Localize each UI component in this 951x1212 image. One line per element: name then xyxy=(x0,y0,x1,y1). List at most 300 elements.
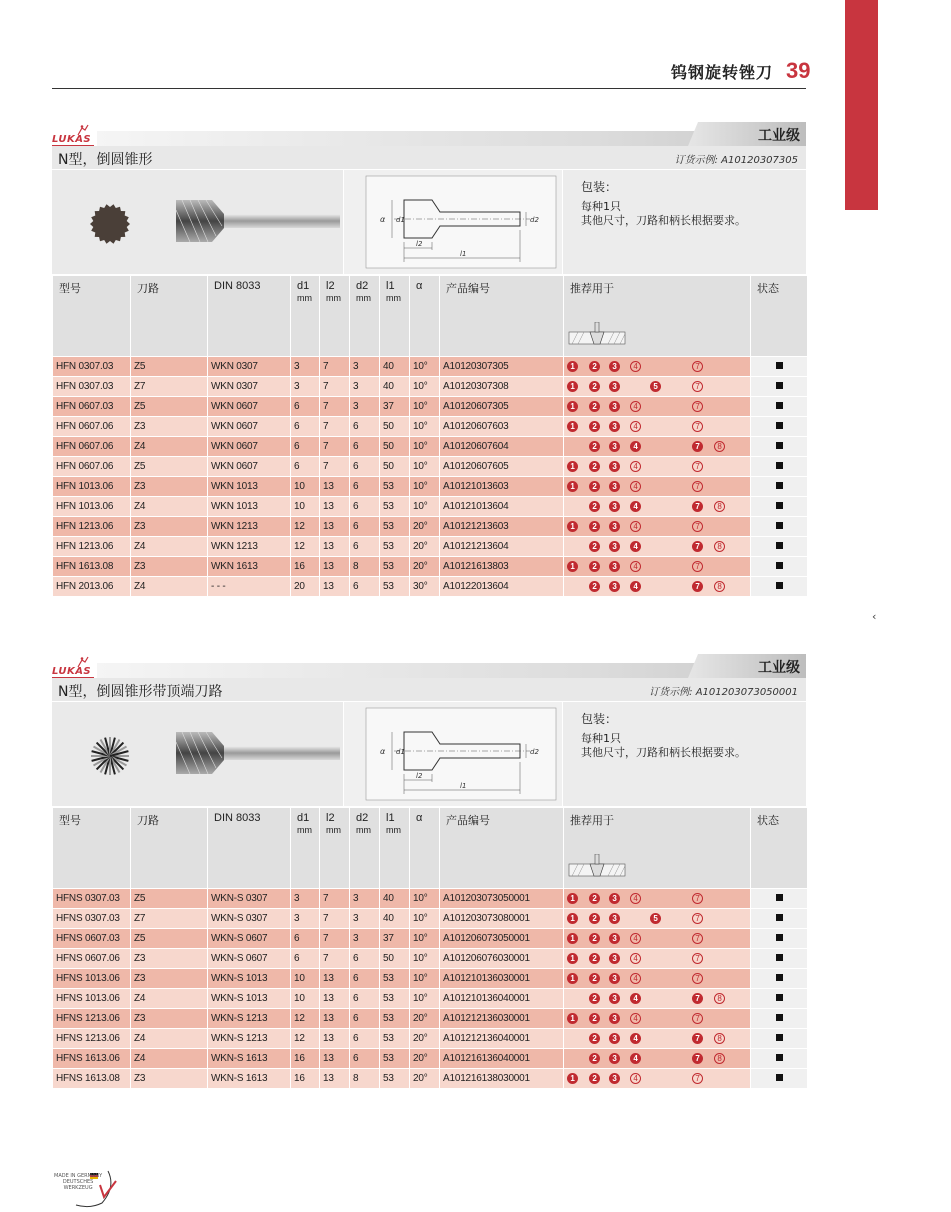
material-7-icon: 7 xyxy=(692,1033,703,1044)
cell-l2: 13 xyxy=(320,556,349,576)
svg-text:α: α xyxy=(380,747,386,756)
cell-l2: 13 xyxy=(320,1008,349,1028)
material-4-icon: 4 xyxy=(630,1073,641,1084)
cell-din: WKN 1213 xyxy=(208,516,290,536)
cell-din: WKN 1013 xyxy=(208,496,290,516)
svg-text:α: α xyxy=(380,215,386,224)
table-row xyxy=(53,1068,807,1088)
cell-code: A10121213604 xyxy=(440,536,563,556)
cell-l1: 53 xyxy=(380,968,409,988)
cell-recommended xyxy=(564,456,750,476)
cell-din: WKN 1613 xyxy=(208,556,290,576)
cell-recommended xyxy=(564,436,750,456)
material-1-icon: 1 xyxy=(567,953,578,964)
material-3-icon: 3 xyxy=(609,521,620,532)
status-available-icon xyxy=(776,382,783,389)
cell-l1: 53 xyxy=(380,496,409,516)
col-l2: l2 mm xyxy=(320,806,349,888)
material-1-icon: 1 xyxy=(567,561,578,572)
table-row xyxy=(53,436,807,456)
status-available-icon xyxy=(776,522,783,529)
cell-d1: 10 xyxy=(291,988,319,1008)
material-7-icon: 7 xyxy=(692,581,703,592)
table-row xyxy=(53,1048,807,1068)
cell-l1: 53 xyxy=(380,556,409,576)
cell-din: - - - xyxy=(208,576,290,596)
logo-figure-icon xyxy=(76,124,90,136)
material-1-icon: 1 xyxy=(567,481,578,492)
cell-type: HFNS 0307.03 xyxy=(53,908,130,928)
table-row xyxy=(53,556,807,576)
material-2-icon: 2 xyxy=(589,501,600,512)
col-din: DIN 8033 xyxy=(208,806,290,888)
status-available-icon xyxy=(776,1034,783,1041)
col-l1: l1 mm xyxy=(380,806,409,888)
cell-cut: Z3 xyxy=(131,416,207,436)
cell-d2: 6 xyxy=(350,1008,379,1028)
cell-type: HFN 0307.03 xyxy=(53,376,130,396)
logo-wordmark: LUKAS xyxy=(52,134,92,145)
cell-code: A10120607605 xyxy=(440,456,563,476)
cell-d2: 3 xyxy=(350,396,379,416)
material-8-icon: 8 xyxy=(714,581,725,592)
cell-d2: 6 xyxy=(350,1048,379,1068)
packaging-title: 包装： xyxy=(581,180,618,194)
material-2-icon: 2 xyxy=(589,953,600,964)
material-7-icon: 7 xyxy=(692,973,703,984)
cell-cut: Z5 xyxy=(131,356,207,376)
cell-status xyxy=(751,516,807,536)
packaging-line-2: 其他尺寸，刀路和柄长根据要求。 xyxy=(581,214,746,227)
material-1-icon: 1 xyxy=(567,361,578,372)
col-recommended: 推荐用于 xyxy=(564,274,750,356)
logo-figure-icon xyxy=(76,656,90,668)
material-4-icon: 4 xyxy=(630,1013,641,1024)
product-photo xyxy=(52,702,344,806)
svg-text:l1: l1 xyxy=(460,782,467,790)
cell-cut: Z3 xyxy=(131,476,207,496)
cell-code: A10120607305 xyxy=(440,396,563,416)
material-1-icon: 1 xyxy=(567,893,578,904)
cell-cut: Z3 xyxy=(131,1008,207,1028)
material-3-icon: 3 xyxy=(609,481,620,492)
cell-d2: 6 xyxy=(350,536,379,556)
cell-recommended xyxy=(564,356,750,376)
cell-code: A101210136030001 xyxy=(440,968,563,988)
cell-status xyxy=(751,1068,807,1088)
material-3-icon: 3 xyxy=(609,441,620,452)
material-2-icon: 2 xyxy=(589,521,600,532)
cell-code: A10121213603 xyxy=(440,516,563,536)
cell-d1: 6 xyxy=(291,928,319,948)
material-2-icon: 2 xyxy=(589,1013,600,1024)
cell-d2: 6 xyxy=(350,576,379,596)
status-available-icon xyxy=(776,542,783,549)
cell-d2: 6 xyxy=(350,948,379,968)
cell-recommended xyxy=(564,576,750,596)
lukas-logo xyxy=(52,658,96,678)
svg-text:d1: d1 xyxy=(396,216,405,224)
col-l2: l2 mm xyxy=(320,274,349,356)
material-8-icon: 8 xyxy=(714,441,725,452)
col-type: 型号 xyxy=(53,806,130,888)
cell-cut: Z5 xyxy=(131,888,207,908)
packaging-line-1: 每种1只 xyxy=(581,732,621,745)
cell-code: A10120307308 xyxy=(440,376,563,396)
cell-d2: 3 xyxy=(350,356,379,376)
cell-a: 10° xyxy=(410,988,439,1008)
cell-a: 20° xyxy=(410,1068,439,1088)
cell-status xyxy=(751,416,807,436)
cell-type: HFN 2013.06 xyxy=(53,576,130,596)
cell-status xyxy=(751,928,807,948)
table-row xyxy=(53,516,807,536)
cell-din: WKN-S 0307 xyxy=(208,888,290,908)
cell-l2: 13 xyxy=(320,968,349,988)
table-row xyxy=(53,456,807,476)
german-tool-seal xyxy=(50,1163,120,1209)
material-4-icon: 4 xyxy=(630,1033,641,1044)
cell-l1: 53 xyxy=(380,516,409,536)
cell-cut: Z4 xyxy=(131,436,207,456)
cell-l1: 53 xyxy=(380,1048,409,1068)
cell-d2: 6 xyxy=(350,436,379,456)
material-7-icon: 7 xyxy=(692,1053,703,1064)
cell-l2: 7 xyxy=(320,908,349,928)
cell-din: WKN-S 1613 xyxy=(208,1068,290,1088)
material-2-icon: 2 xyxy=(589,1073,600,1084)
cell-status xyxy=(751,948,807,968)
cell-cut: Z4 xyxy=(131,536,207,556)
cell-l2: 13 xyxy=(320,988,349,1008)
cell-recommended xyxy=(564,396,750,416)
cell-a: 10° xyxy=(410,928,439,948)
cell-type: HFNS 1013.06 xyxy=(53,968,130,988)
cell-d1: 12 xyxy=(291,1008,319,1028)
cell-d2: 6 xyxy=(350,496,379,516)
cell-status xyxy=(751,1028,807,1048)
table-row xyxy=(53,356,807,376)
material-7-icon: 7 xyxy=(692,1013,703,1024)
material-2-icon: 2 xyxy=(589,1053,600,1064)
cell-type: HFNS 0607.03 xyxy=(53,928,130,948)
material-2-icon: 2 xyxy=(589,1033,600,1044)
packaging-title: 包装： xyxy=(581,712,618,726)
header-rule xyxy=(52,88,806,89)
product-table xyxy=(52,274,808,596)
lukas-logo xyxy=(52,126,96,146)
cell-din: WKN-S 1613 xyxy=(208,1048,290,1068)
cell-code: A101212136030001 xyxy=(440,1008,563,1028)
cell-din: WKN 0607 xyxy=(208,456,290,476)
cell-d2: 3 xyxy=(350,908,379,928)
table-row xyxy=(53,968,807,988)
cell-a: 10° xyxy=(410,356,439,376)
material-2-icon: 2 xyxy=(589,993,600,1004)
section-n-type xyxy=(52,122,806,596)
col-d1: d1 mm xyxy=(291,274,319,356)
material-3-icon: 3 xyxy=(609,973,620,984)
status-available-icon xyxy=(776,994,783,1001)
cell-l2: 7 xyxy=(320,376,349,396)
col-l1: l1 mm xyxy=(380,274,409,356)
cell-recommended xyxy=(564,1008,750,1028)
status-available-icon xyxy=(776,582,783,589)
svg-text:l2: l2 xyxy=(416,772,423,780)
col-d1: d1 mm xyxy=(291,806,319,888)
col-d2: d2 mm xyxy=(350,806,379,888)
cell-a: 10° xyxy=(410,416,439,436)
material-7-icon: 7 xyxy=(692,381,703,392)
col-type: 型号 xyxy=(53,274,130,356)
cell-d1: 3 xyxy=(291,908,319,928)
cell-l2: 7 xyxy=(320,888,349,908)
cell-code: A10122013604 xyxy=(440,576,563,596)
cell-code: A101203073080001 xyxy=(440,908,563,928)
cell-status xyxy=(751,456,807,476)
material-4-icon: 4 xyxy=(630,401,641,412)
material-2-icon: 2 xyxy=(589,461,600,472)
svg-text:l2: l2 xyxy=(416,240,423,248)
col-status: 状态 xyxy=(751,806,807,888)
cell-l1: 40 xyxy=(380,888,409,908)
status-available-icon xyxy=(776,422,783,429)
status-available-icon xyxy=(776,362,783,369)
col-d2: d2 mm xyxy=(350,274,379,356)
material-3-icon: 3 xyxy=(609,1033,620,1044)
cell-l2: 13 xyxy=(320,476,349,496)
material-7-icon: 7 xyxy=(692,993,703,1004)
cell-d2: 8 xyxy=(350,1068,379,1088)
cell-din: WKN-S 0607 xyxy=(208,948,290,968)
cell-din: WKN 0307 xyxy=(208,376,290,396)
material-8-icon: 8 xyxy=(714,1033,725,1044)
cell-recommended xyxy=(564,476,750,496)
cell-cut: Z3 xyxy=(131,516,207,536)
cell-a: 30° xyxy=(410,576,439,596)
cell-cut: Z7 xyxy=(131,908,207,928)
cell-type: HFN 1613.08 xyxy=(53,556,130,576)
cell-din: WKN 0607 xyxy=(208,396,290,416)
cell-d2: 6 xyxy=(350,1028,379,1048)
cell-l1: 50 xyxy=(380,948,409,968)
cell-cut: Z3 xyxy=(131,968,207,988)
table-row xyxy=(53,948,807,968)
cell-code: A101203073050001 xyxy=(440,888,563,908)
cell-l2: 13 xyxy=(320,1048,349,1068)
col-cut: 刀路 xyxy=(131,274,207,356)
product-name: N型，倒圆锥形 xyxy=(58,152,153,168)
material-7-icon: 7 xyxy=(692,401,703,412)
cell-din: WKN-S 1013 xyxy=(208,988,290,1008)
cell-recommended xyxy=(564,536,750,556)
cell-l1: 40 xyxy=(380,908,409,928)
cell-l2: 7 xyxy=(320,416,349,436)
cell-type: HFN 0607.03 xyxy=(53,396,130,416)
material-1-icon: 1 xyxy=(567,381,578,392)
cell-a: 20° xyxy=(410,536,439,556)
material-4-icon: 4 xyxy=(630,521,641,532)
cell-a: 10° xyxy=(410,948,439,968)
material-3-icon: 3 xyxy=(609,1053,620,1064)
order-example: 订货示例: A101203073050001 xyxy=(649,687,798,698)
cell-type: HFNS 1013.06 xyxy=(53,988,130,1008)
status-available-icon xyxy=(776,402,783,409)
cell-cut: Z5 xyxy=(131,928,207,948)
cell-l1: 37 xyxy=(380,396,409,416)
material-4-icon: 4 xyxy=(630,893,641,904)
cell-din: WKN-S 0307 xyxy=(208,908,290,928)
cell-d1: 6 xyxy=(291,416,319,436)
cell-l2: 13 xyxy=(320,576,349,596)
table-row xyxy=(53,476,807,496)
cell-status xyxy=(751,988,807,1008)
material-3-icon: 3 xyxy=(609,401,620,412)
material-2-icon: 2 xyxy=(589,421,600,432)
cell-din: WKN 0607 xyxy=(208,416,290,436)
product-name: N型，倒圆锥形带顶端刀路 xyxy=(58,684,223,700)
cell-d1: 10 xyxy=(291,476,319,496)
cell-l1: 53 xyxy=(380,576,409,596)
material-4-icon: 4 xyxy=(630,1053,641,1064)
cell-type: HFNS 0607.06 xyxy=(53,948,130,968)
material-3-icon: 3 xyxy=(609,913,620,924)
table-row xyxy=(53,576,807,596)
status-available-icon xyxy=(776,502,783,509)
cell-a: 20° xyxy=(410,1008,439,1028)
cell-l1: 53 xyxy=(380,1008,409,1028)
cell-status xyxy=(751,536,807,556)
status-available-icon xyxy=(776,934,783,941)
cell-l1: 53 xyxy=(380,988,409,1008)
cell-l2: 13 xyxy=(320,1068,349,1088)
cell-d2: 3 xyxy=(350,376,379,396)
cell-type: HFNS 1213.06 xyxy=(53,1008,130,1028)
table-row xyxy=(53,888,807,908)
material-4-icon: 4 xyxy=(630,993,641,1004)
material-2-icon: 2 xyxy=(589,913,600,924)
cell-d2: 3 xyxy=(350,888,379,908)
burr-photo-icon xyxy=(52,170,344,274)
status-available-icon xyxy=(776,974,783,981)
cell-status xyxy=(751,556,807,576)
cell-status xyxy=(751,1048,807,1068)
cell-recommended xyxy=(564,516,750,536)
status-available-icon xyxy=(776,1014,783,1021)
material-7-icon: 7 xyxy=(692,893,703,904)
cell-din: WKN 0607 xyxy=(208,436,290,456)
cell-l1: 53 xyxy=(380,476,409,496)
cell-recommended xyxy=(564,928,750,948)
cell-type: HFNS 1613.06 xyxy=(53,1048,130,1068)
cell-a: 10° xyxy=(410,396,439,416)
cell-cut: Z4 xyxy=(131,496,207,516)
cell-status xyxy=(751,436,807,456)
material-4-icon: 4 xyxy=(630,581,641,592)
material-7-icon: 7 xyxy=(692,481,703,492)
cell-a: 10° xyxy=(410,496,439,516)
cell-type: HFN 0307.03 xyxy=(53,356,130,376)
cell-type: HFNS 1213.06 xyxy=(53,1028,130,1048)
cell-l1: 40 xyxy=(380,356,409,376)
cell-a: 20° xyxy=(410,516,439,536)
material-1-icon: 1 xyxy=(567,401,578,412)
cell-recommended xyxy=(564,1048,750,1068)
material-1-icon: 1 xyxy=(567,1013,578,1024)
cell-status xyxy=(751,1008,807,1028)
material-8-icon: 8 xyxy=(714,541,725,552)
cell-din: WKN-S 0607 xyxy=(208,928,290,948)
cell-d1: 12 xyxy=(291,536,319,556)
material-1-icon: 1 xyxy=(567,973,578,984)
cell-code: A101206076030001 xyxy=(440,948,563,968)
material-4-icon: 4 xyxy=(630,501,641,512)
material-4-icon: 4 xyxy=(630,421,641,432)
col-status: 状态 xyxy=(751,274,807,356)
table-row xyxy=(53,416,807,436)
cell-cut: Z3 xyxy=(131,1068,207,1088)
section-banner xyxy=(52,654,806,678)
cell-type: HFN 1213.06 xyxy=(53,536,130,556)
cell-recommended xyxy=(564,556,750,576)
cell-cut: Z4 xyxy=(131,576,207,596)
technical-drawing xyxy=(344,702,563,806)
cell-l2: 7 xyxy=(320,396,349,416)
cell-status xyxy=(751,496,807,516)
status-available-icon xyxy=(776,1054,783,1061)
cell-status xyxy=(751,376,807,396)
material-7-icon: 7 xyxy=(692,1073,703,1084)
material-3-icon: 3 xyxy=(609,933,620,944)
material-3-icon: 3 xyxy=(609,1013,620,1024)
cell-d1: 10 xyxy=(291,968,319,988)
material-3-icon: 3 xyxy=(609,953,620,964)
cell-code: A10120607604 xyxy=(440,436,563,456)
svg-text:d1: d1 xyxy=(396,748,405,756)
cell-d2: 3 xyxy=(350,928,379,948)
material-3-icon: 3 xyxy=(609,561,620,572)
cell-cut: Z3 xyxy=(131,556,207,576)
material-3-icon: 3 xyxy=(609,501,620,512)
cell-status xyxy=(751,396,807,416)
chapter-tab xyxy=(845,0,878,210)
cell-code: A101206073050001 xyxy=(440,928,563,948)
cell-d2: 6 xyxy=(350,516,379,536)
material-2-icon: 2 xyxy=(589,481,600,492)
cell-recommended xyxy=(564,416,750,436)
table-row xyxy=(53,928,807,948)
svg-text:l1: l1 xyxy=(460,250,467,258)
cell-a: 20° xyxy=(410,1048,439,1068)
status-available-icon xyxy=(776,462,783,469)
material-4-icon: 4 xyxy=(630,461,641,472)
page-number: 39 xyxy=(786,58,811,83)
material-7-icon: 7 xyxy=(692,441,703,452)
cell-l1: 50 xyxy=(380,436,409,456)
col-code: 产品编号 xyxy=(440,274,563,356)
burr-photo-icon xyxy=(52,702,344,806)
cell-type: HFN 0607.06 xyxy=(53,456,130,476)
cell-status xyxy=(751,888,807,908)
cell-status xyxy=(751,356,807,376)
cell-d1: 6 xyxy=(291,948,319,968)
cell-cut: Z4 xyxy=(131,1048,207,1068)
section-banner xyxy=(52,122,806,146)
cell-status xyxy=(751,968,807,988)
material-1-icon: 1 xyxy=(567,913,578,924)
material-8-icon: 8 xyxy=(714,1053,725,1064)
material-4-icon: 4 xyxy=(630,933,641,944)
